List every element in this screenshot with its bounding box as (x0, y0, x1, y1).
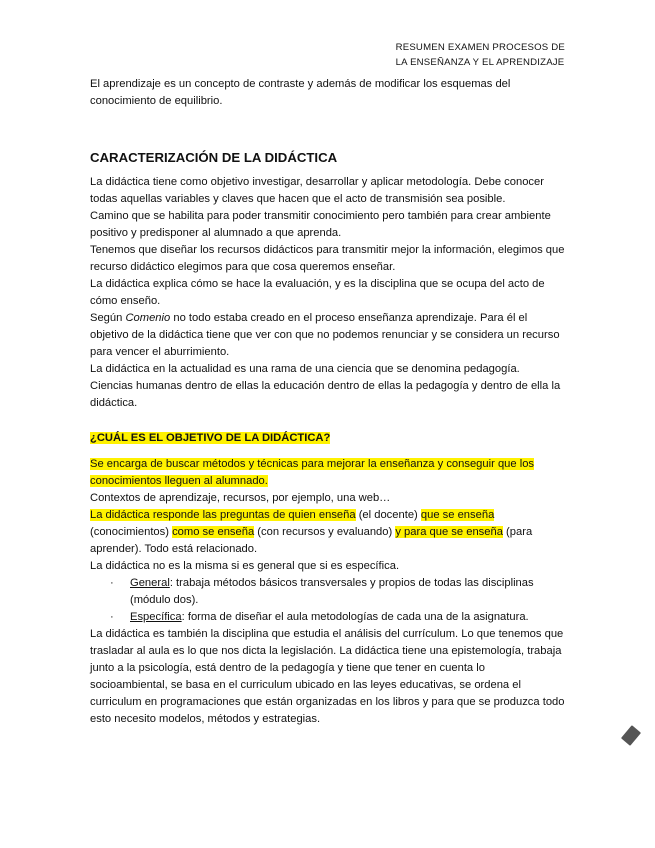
paragraph: La didáctica no es la misma si es general que si es específica. (90, 560, 400, 572)
highlighted-text: La didáctica responde las preguntas de quien enseña (90, 509, 356, 521)
paragraph: La didáctica explica cómo se hace la evaluación, y es la disciplina que se ocupa del acto de cómo enseño. (90, 278, 545, 307)
highlighted-text: y para que se enseña (395, 526, 503, 538)
paragraph: La didáctica en la actualidad es una rama de una ciencia que se denomina pedagogía. Ciencias humanas dentro de ellas la educación dentro de ellas la pedagogía y dentro de ella la didáctica. (90, 363, 561, 409)
paragraph: La didáctica es también la disciplina que estudia el análisis del currículum. Lo que tenemos que trasladar al aula es lo que nos dicta la legislación. La didáctica tiene una epistemología, trabaja junto a la psicología, está dentro de la pedagogía y tiene que tener en cuenta lo socioambiental, se basa en el curriculum ubicado en las leyes educativas, se ordena el curriculum en programaciones que están organizadas en los libros y para que se produzca todo esto necesito modelos, métodos y estrategias. (90, 628, 565, 725)
bullet-list (90, 575, 565, 626)
header-line-1: RESUMEN EXAMEN PROCESOS DE (395, 42, 565, 53)
list-text: : trabaja métodos básicos transversales y propios de todas las disciplinas (módulo dos). (130, 577, 534, 606)
list-term: General (130, 577, 170, 589)
text: (conocimientos) (90, 526, 173, 538)
highlighted-text: que se enseña (420, 509, 495, 521)
bullet-mark: · (110, 611, 114, 623)
header-line-2: LA ENSEÑANZA Y EL APRENDIZAJE (395, 57, 565, 68)
text: (con recursos y evaluando) (254, 526, 396, 538)
paragraph: Contextos de aprendizaje, recursos, por ejemplo, una web… (90, 492, 391, 504)
highlighted-text: como se enseña (172, 526, 255, 538)
list-term: Específica (130, 611, 182, 623)
list-item (110, 575, 565, 609)
pen-icon[interactable] (621, 725, 641, 746)
text: no todo estaba creado en el proceso enseñanza aprendizaje. Para él el objetivo de la didáctica tiene que ver con que no podemos renunciar y se considera un recurso para vencer el aburrimiento. (90, 312, 560, 358)
intro-paragraph: El aprendizaje es un concepto de contraste y además de modificar los esquemas del conocimiento de equilibrio. (90, 78, 511, 107)
highlighted-paragraph (90, 456, 565, 490)
highlighted-title: ¿CUÁL ES EL OBJETIVO DE LA DIDÁCTICA? (90, 432, 331, 444)
paragraph: La didáctica tiene como objetivo investigar, desarrollar y aplicar metodología. Debe conocer todas aquellas variables y claves que hacen que el acto de transmisión sea posible. (90, 176, 544, 205)
paragraph-comenio (90, 310, 565, 361)
section-title-objetivo (90, 430, 565, 447)
list-text: : forma de diseñar el aula metodologías de cada una de la asignatura. (181, 611, 529, 623)
document-body (90, 76, 565, 728)
document-header (396, 40, 565, 70)
highlighted-text: Se encarga de buscar métodos y técnicas para mejorar la enseñanza y conseguir que los conocimientos lleguen al alumnado. (90, 458, 535, 487)
text: Según (90, 312, 126, 324)
text: (para aprender). Todo está relacionado. (90, 526, 533, 555)
paragraph-preguntas (90, 507, 565, 558)
section-title-caracterizacion: CARACTERIZACIÓN DE LA DIDÁCTICA (90, 150, 338, 165)
text: (el docente) (355, 509, 421, 521)
paragraph: Camino que se habilita para poder transmitir conocimiento pero también para crear ambiente positivo y predisponer al alumnado a que aprenda. (90, 210, 551, 239)
list-item (110, 609, 565, 626)
paragraph: Tenemos que diseñar los recursos didácticos para transmitir mejor la información, elegimos que recurso didáctico elegimos para que cosa queremos enseñar. (90, 244, 565, 273)
bullet-mark: · (110, 577, 114, 589)
author-name: Comenio (125, 312, 171, 324)
